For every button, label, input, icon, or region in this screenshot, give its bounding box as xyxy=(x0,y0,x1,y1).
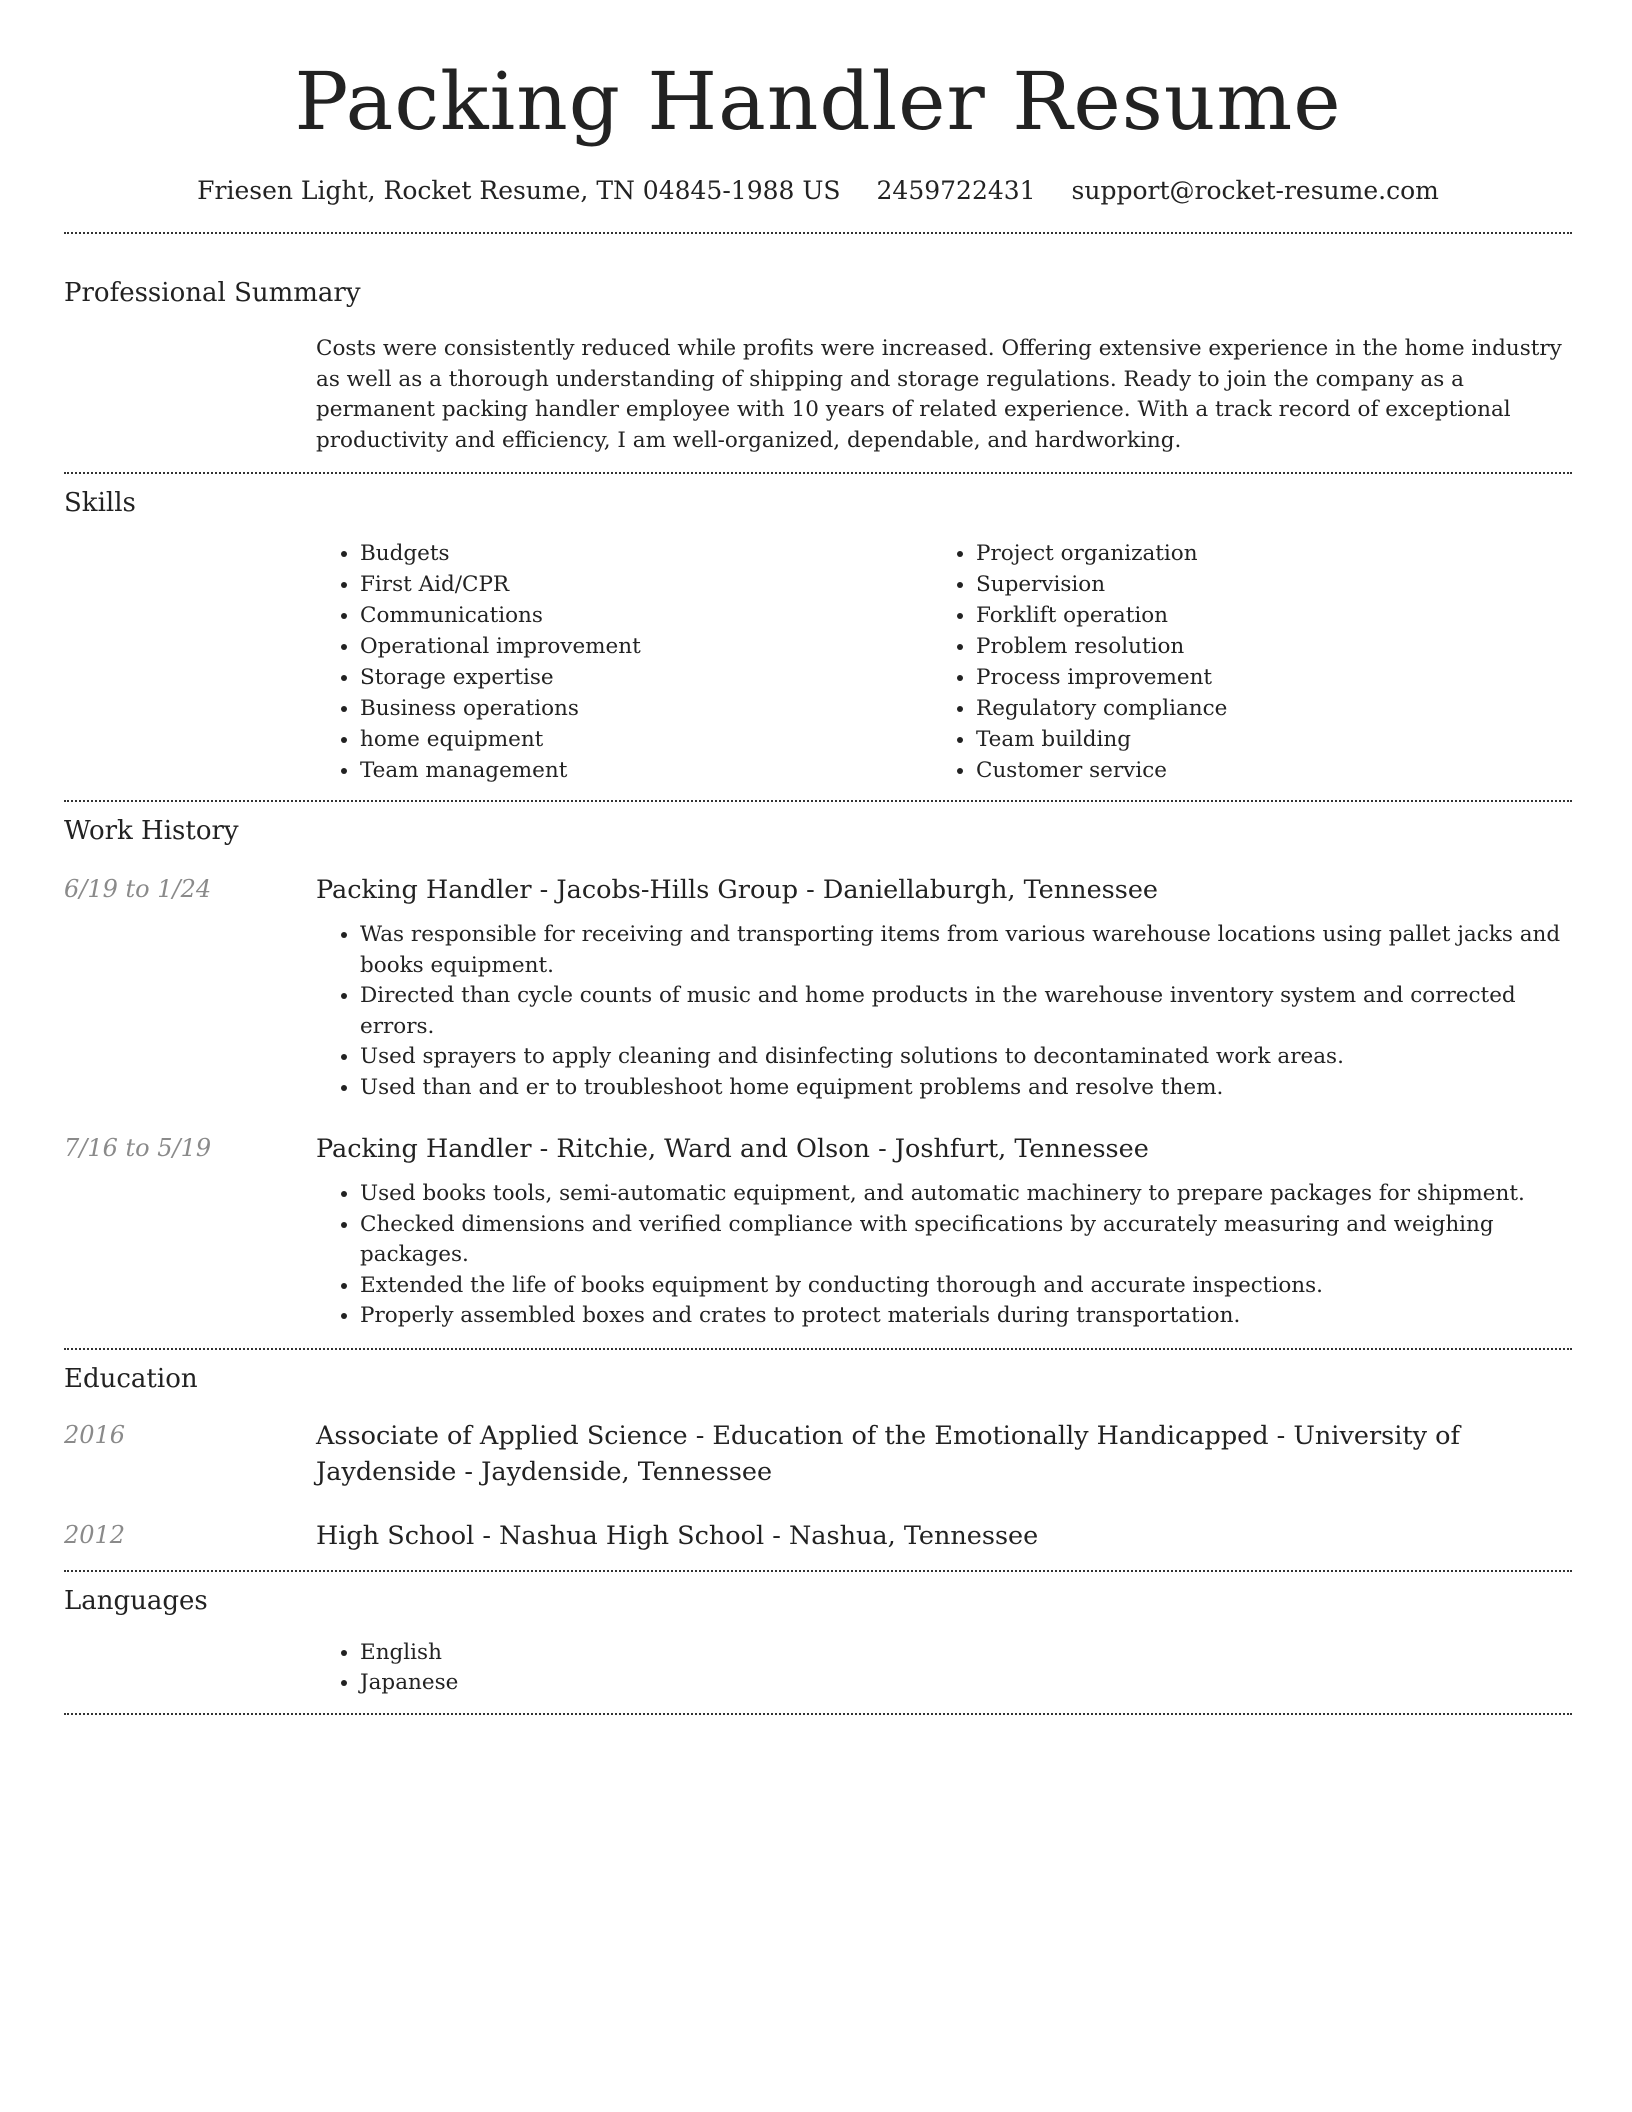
languages-heading: Languages xyxy=(64,1585,208,1616)
education-date: 2012 xyxy=(64,1520,126,1549)
education-entry xyxy=(64,1418,1572,1490)
skills-section xyxy=(64,474,1572,786)
job-date: 6/19 to 1/24 xyxy=(64,875,212,903)
skills-list-right xyxy=(932,538,1548,786)
summary-text: Costs were consistently reduced while profits were increased. Offering extensive experience in the home industry as well as a thorough understanding of shipping and storage regulations. Ready to join the company as a permanent packing handler employee with 10 years of related experience. With a track record of exceptional productivity and efficiency, I am well-organized, dependable, and hardworking. xyxy=(316,336,1562,453)
skills-list-left xyxy=(316,538,932,786)
skill-item: • Operational improvement xyxy=(360,631,932,662)
education-heading-text: Associate of Applied Science - Education of the Emotionally Handicapped - University of Jaydenside - Jaydenside, Tennessee xyxy=(316,1420,1460,1487)
contact-line xyxy=(64,174,1572,208)
skill-item: • Customer service xyxy=(976,755,1548,786)
skill-item: • Project organization xyxy=(976,538,1548,569)
skill-item: • Process improvement xyxy=(976,662,1548,693)
job-bullets xyxy=(316,920,1572,1103)
skill-item: • First Aid/CPR xyxy=(360,569,932,600)
education-heading: Education xyxy=(64,1363,198,1394)
job-bullet: • Used books tools, semi-automatic equipment, and automatic machinery to prepare packages for shipment. xyxy=(360,1179,1572,1210)
work-entries xyxy=(64,872,1572,1332)
skill-item: • Budgets xyxy=(360,538,932,569)
skill-item: • home equipment xyxy=(360,724,932,755)
job-heading: Packing Handler - Jacobs-Hills Group - Daniellaburgh, Tennessee xyxy=(316,875,1159,905)
education-heading-text: High School - Nashua High School - Nashua, Tennessee xyxy=(316,1520,1039,1551)
skills-columns xyxy=(316,538,1572,786)
job-bullets xyxy=(316,1179,1572,1332)
education-date: 2016 xyxy=(64,1420,126,1449)
education-entries xyxy=(64,1418,1572,1554)
work-history-section xyxy=(64,802,1572,1332)
skill-item: • Forklift operation xyxy=(976,600,1548,631)
skill-item: • Regulatory compliance xyxy=(976,693,1548,724)
education-entry xyxy=(64,1518,1572,1554)
contact-email[interactable]: support@rocket-resume.com xyxy=(1071,176,1439,205)
skill-item: • Storage expertise xyxy=(360,662,932,693)
job-bullet: • Used sprayers to apply cleaning and disinfecting solutions to decontaminated work areas. xyxy=(360,1042,1572,1073)
resume-page xyxy=(64,0,1572,1715)
job-entry xyxy=(64,1131,1572,1332)
job-heading: Packing Handler - Ritchie, Ward and Olson - Joshfurt, Tennessee xyxy=(316,1134,1149,1164)
job-bullet: • Checked dimensions and verified compliance with specifications by accurately measuring and weighing packages. xyxy=(360,1210,1572,1271)
job-bullet: • Was responsible for receiving and transporting items from various warehouse locations using pallet jacks and books equipment. xyxy=(360,920,1572,981)
languages-section xyxy=(64,1572,1572,1699)
skills-heading: Skills xyxy=(64,488,136,518)
job-entry xyxy=(64,872,1572,1103)
education-section xyxy=(64,1350,1572,1554)
skill-item: • Team building xyxy=(976,724,1548,755)
job-bullet: • Used than and er to troubleshoot home equipment problems and resolve them. xyxy=(360,1073,1572,1104)
resume-title: Packing Handler Resume xyxy=(294,55,1342,148)
job-date: 7/16 to 5/19 xyxy=(64,1134,212,1162)
job-body xyxy=(316,1131,1572,1332)
language-item: • English xyxy=(360,1638,1572,1669)
skill-item: • Communications xyxy=(360,600,932,631)
skill-item: • Team management xyxy=(360,755,932,786)
skill-item: • Business operations xyxy=(360,693,932,724)
education-body xyxy=(316,1518,1572,1554)
skill-item: • Supervision xyxy=(976,569,1548,600)
education-body xyxy=(316,1418,1572,1490)
skill-item: • Problem resolution xyxy=(976,631,1548,662)
contact-address: Friesen Light, Rocket Resume, TN 04845-1988 US xyxy=(197,176,841,205)
summary-heading: Professional Summary xyxy=(64,278,361,308)
job-bullet: • Extended the life of books equipment by conducting thorough and accurate inspections. xyxy=(360,1271,1572,1302)
job-body xyxy=(316,872,1572,1103)
job-bullet: • Properly assembled boxes and crates to protect materials during transportation. xyxy=(360,1301,1572,1332)
divider xyxy=(64,1713,1572,1715)
job-bullet: • Directed than cycle counts of music and home products in the warehouse inventory system and corrected errors. xyxy=(360,981,1572,1042)
contact-phone: 2459722431 xyxy=(876,176,1036,205)
summary-section xyxy=(64,234,1572,456)
work-history-heading: Work History xyxy=(64,816,239,846)
languages-list xyxy=(316,1638,1572,1699)
language-item: • Japanese xyxy=(360,1668,1572,1699)
